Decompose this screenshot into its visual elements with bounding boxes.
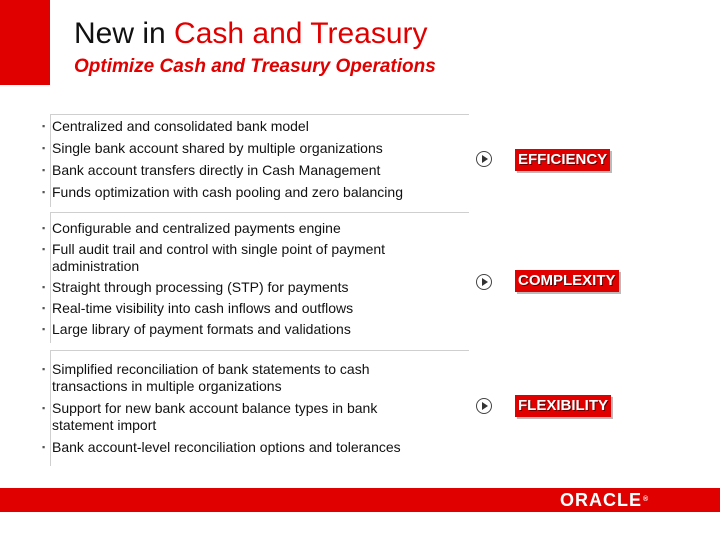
play-icon <box>476 151 492 167</box>
bullet-list-efficiency <box>42 118 403 201</box>
bullet-icon: ▪ <box>42 303 46 313</box>
list-item <box>42 321 385 338</box>
bullet-icon: ▪ <box>42 187 46 197</box>
bullet-text: Centralized and consolidated bank model <box>52 118 309 134</box>
play-icon <box>476 274 492 290</box>
bullet-icon: ▪ <box>42 223 46 233</box>
slide-subtitle: Optimize Cash and Treasury Operations <box>74 56 436 77</box>
registered-mark: ® <box>643 496 650 503</box>
slide-title <box>74 14 428 54</box>
title-prefix: New in <box>74 17 175 50</box>
bullet-text: Bank account transfers directly in Cash Management <box>52 162 381 178</box>
list-item <box>42 241 386 258</box>
bullet-list-flexibility <box>42 361 401 456</box>
bullet-icon: ▪ <box>42 282 46 292</box>
title-highlight: Cash and Treasury <box>174 17 428 50</box>
list-item <box>42 140 403 157</box>
bullet-text: Funds optimization with cash pooling and zero balancing <box>52 184 403 200</box>
list-item <box>52 378 401 395</box>
bullet-icon: ▪ <box>42 364 46 374</box>
bullet-icon: ▪ <box>42 324 46 334</box>
list-item <box>42 184 403 201</box>
bullet-icon: ▪ <box>42 403 46 413</box>
list-item <box>52 258 385 275</box>
bullet-text: statement import <box>52 417 157 433</box>
list-item <box>42 279 385 296</box>
list-item <box>42 439 401 456</box>
bullet-list-complexity <box>42 220 386 338</box>
bullet-text: Real-time visibility into cash inflows and outflows <box>52 300 354 316</box>
list-item <box>42 361 401 378</box>
bullet-text: transactions in multiple organizations <box>52 378 282 394</box>
badge-flexibility: FLEXIBILITY <box>515 395 611 417</box>
bullet-text: administration <box>52 258 140 274</box>
oracle-logo <box>560 488 649 512</box>
red-accent-bar <box>0 0 50 85</box>
logo-text: ORACLE <box>560 490 642 510</box>
list-item <box>42 162 403 179</box>
bullet-icon: ▪ <box>42 143 46 153</box>
bullet-text: Simplified reconciliation of bank statements to cash <box>52 361 370 377</box>
list-item <box>42 220 385 237</box>
bullet-text: Bank account-level reconciliation options and tolerances <box>52 439 401 455</box>
list-item <box>52 417 401 434</box>
bullet-icon: ▪ <box>42 244 46 254</box>
bullet-text: Support for new bank account balance types in bank <box>52 400 378 416</box>
bullet-text: Single bank account shared by multiple organizations <box>52 140 383 156</box>
badge-complexity: COMPLEXITY <box>515 270 619 292</box>
badge-efficiency: EFFICIENCY <box>515 149 610 171</box>
play-icon <box>476 398 492 414</box>
bullet-text: Large library of payment formats and validations <box>52 321 351 337</box>
list-item <box>42 400 401 417</box>
bullet-text: Full audit trail and control with single point of payment <box>52 241 386 257</box>
bullet-text: Straight through processing (STP) for payments <box>52 279 349 295</box>
bullet-text: Configurable and centralized payments engine <box>52 220 341 236</box>
list-item <box>42 118 403 135</box>
list-item <box>42 300 385 317</box>
bullet-icon: ▪ <box>42 442 46 452</box>
bullet-icon: ▪ <box>42 165 46 175</box>
bullet-icon: ▪ <box>42 121 46 131</box>
